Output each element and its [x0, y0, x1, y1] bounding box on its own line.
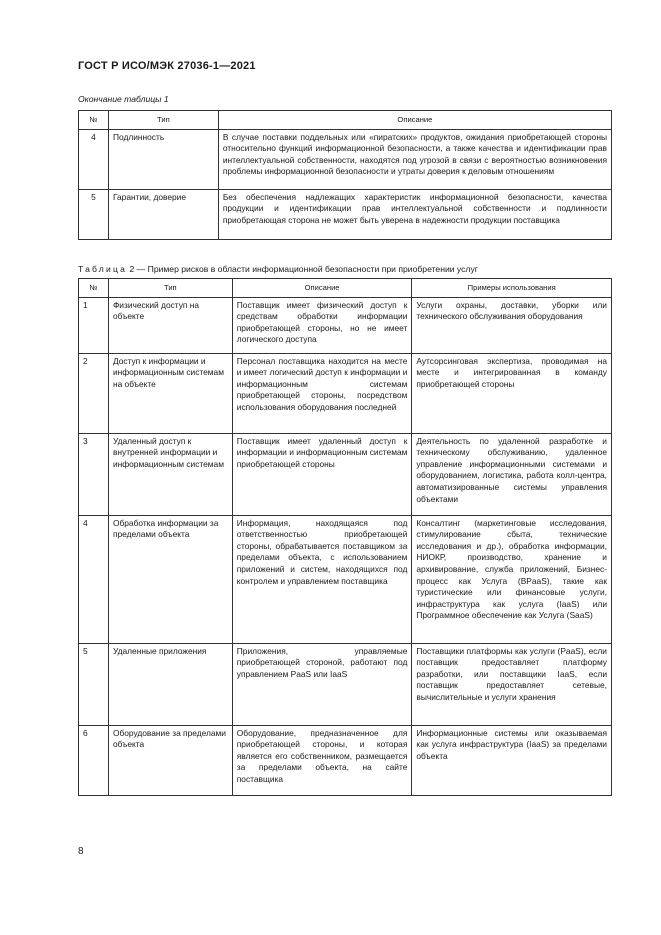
cell-type: Удаленный доступ к внутренней информации и информационным системам — [108, 433, 232, 515]
cell-num: 3 — [79, 433, 109, 515]
col-header-description: Описание — [218, 111, 611, 130]
table-row — [79, 643, 612, 725]
cell-num: 1 — [79, 297, 109, 353]
table-header-row — [79, 111, 612, 130]
col-header-num: № — [79, 279, 109, 298]
table-row — [79, 433, 612, 515]
page-number: 8 — [78, 846, 84, 857]
cell-num: 5 — [79, 189, 109, 239]
cell-num: 5 — [79, 643, 109, 725]
table-row — [79, 725, 612, 795]
table-row — [79, 353, 612, 433]
cell-description: Без обеспечения надлежащих характеристик информационной безопасности, качества продукции и идентификации прав интеллектуальной собственности и подлинности приобретающая сторона не может быть уверена в надежности продукции поставщика — [218, 189, 611, 239]
cell-examples: Консалтинг (маркетинговые исследования, стимулирование сбыта, технические исследования и др.), обработка информации, НИОКР, производство, хранение и архивирование, служба приложений, Бизнес-процесс как Услуга (BPaaS), такие как туристические или финансовые услуги, инфраструктура как услуга (IaaS) или Программное обеспечение как Услуга (SaaS) — [412, 515, 612, 643]
table1-caption: Окончание таблицы 1 — [78, 94, 169, 104]
table-row — [79, 189, 612, 239]
cell-type: Подлинность — [108, 129, 218, 189]
cell-type: Оборудование за пределами объекта — [108, 725, 232, 795]
cell-num: 4 — [79, 515, 109, 643]
cell-description: Поставщик имеет физический доступ к средствам обработки информации приобретающей стороны, но не имеет логического доступа — [232, 297, 412, 353]
cell-type: Физический доступ на объекте — [108, 297, 232, 353]
cell-type: Гарантии, доверие — [108, 189, 218, 239]
cell-type: Доступ к информации и информационным системам на объекте — [108, 353, 232, 433]
document-header: ГОСТ Р ИСО/МЭК 27036-1—2021 — [78, 60, 256, 72]
cell-num: 6 — [79, 725, 109, 795]
col-header-type: Тип — [108, 111, 218, 130]
cell-examples: Информационные системы или оказываемая как услуга инфраструктура (IaaS) за пределами объекта — [412, 725, 612, 795]
col-header-type: Тип — [108, 279, 232, 298]
cell-examples: Поставщики платформы как услуги (PaaS), если поставщик предоставляет платформу разработки, или поставщики IaaS, если поставщик предоставляет сетевые, вычислительные и услуги хранения — [412, 643, 612, 725]
cell-description: Информация, находящаяся под ответственностью приобретающей стороны, обрабатывается поставщиком за пределами объекта, с использованием приложений и систем, находящихся под контролем и управлением поставщика — [232, 515, 412, 643]
cell-description: Приложения, управляемые приобретающей стороной, работают под управлением PaaS или IaaS — [232, 643, 412, 725]
cell-examples: Аутсорсинговая экспертиза, проводимая на месте и интегрированная в команду приобретающей стороны — [412, 353, 612, 433]
cell-num: 4 — [79, 129, 109, 189]
table2-caption-prefix: Таблица — [78, 264, 128, 274]
col-header-num: № — [79, 111, 109, 130]
table-row — [79, 129, 612, 189]
table-row — [79, 515, 612, 643]
table-2 — [78, 278, 612, 796]
table-header-row — [79, 279, 612, 298]
col-header-description: Описание — [232, 279, 412, 298]
cell-type: Обработка информации за пределами объекта — [108, 515, 232, 643]
cell-description: Персонал поставщика находится на месте и имеет логический доступ к информации и информационным системам приобретающей стороны, посредством использования оборудования последней — [232, 353, 412, 433]
table2-caption-text: 2 — Пример рисков в области информационной безопасности при приобретении услуг — [127, 264, 478, 274]
cell-examples: Деятельность по удаленной разработке и техническому обслуживанию, удаленное управление информационными системами и оборудованием, логистика, работа колл-центра, автоматизированные системы управления объектами — [412, 433, 612, 515]
cell-examples: Услуги охраны, доставки, уборки или технического обслуживания оборудования — [412, 297, 612, 353]
cell-description: Поставщик имеет удаленный доступ к информации и информационным системам приобретающей стороны — [232, 433, 412, 515]
cell-type: Удаленные приложения — [108, 643, 232, 725]
cell-num: 2 — [79, 353, 109, 433]
cell-description: Оборудование, предназначенное для приобретающей стороны, и которая является его собственником, размещается за пределами объекта, на сайте поставщика — [232, 725, 412, 795]
col-header-examples: Примеры использования — [412, 279, 612, 298]
cell-description: В случае поставки поддельных или «пиратских» продуктов, ожидания приобретающей стороны относительно функций информационной безопасности, а также качества и идентификации прав интеллектуальной собственности, находятся под угрозой в связи с вероятностью возникновения проблемы информационной безопасности и утраты доверия к деловым отношениям — [218, 129, 611, 189]
table-row — [79, 297, 612, 353]
table-1 — [78, 110, 612, 240]
table2-caption — [78, 264, 478, 274]
